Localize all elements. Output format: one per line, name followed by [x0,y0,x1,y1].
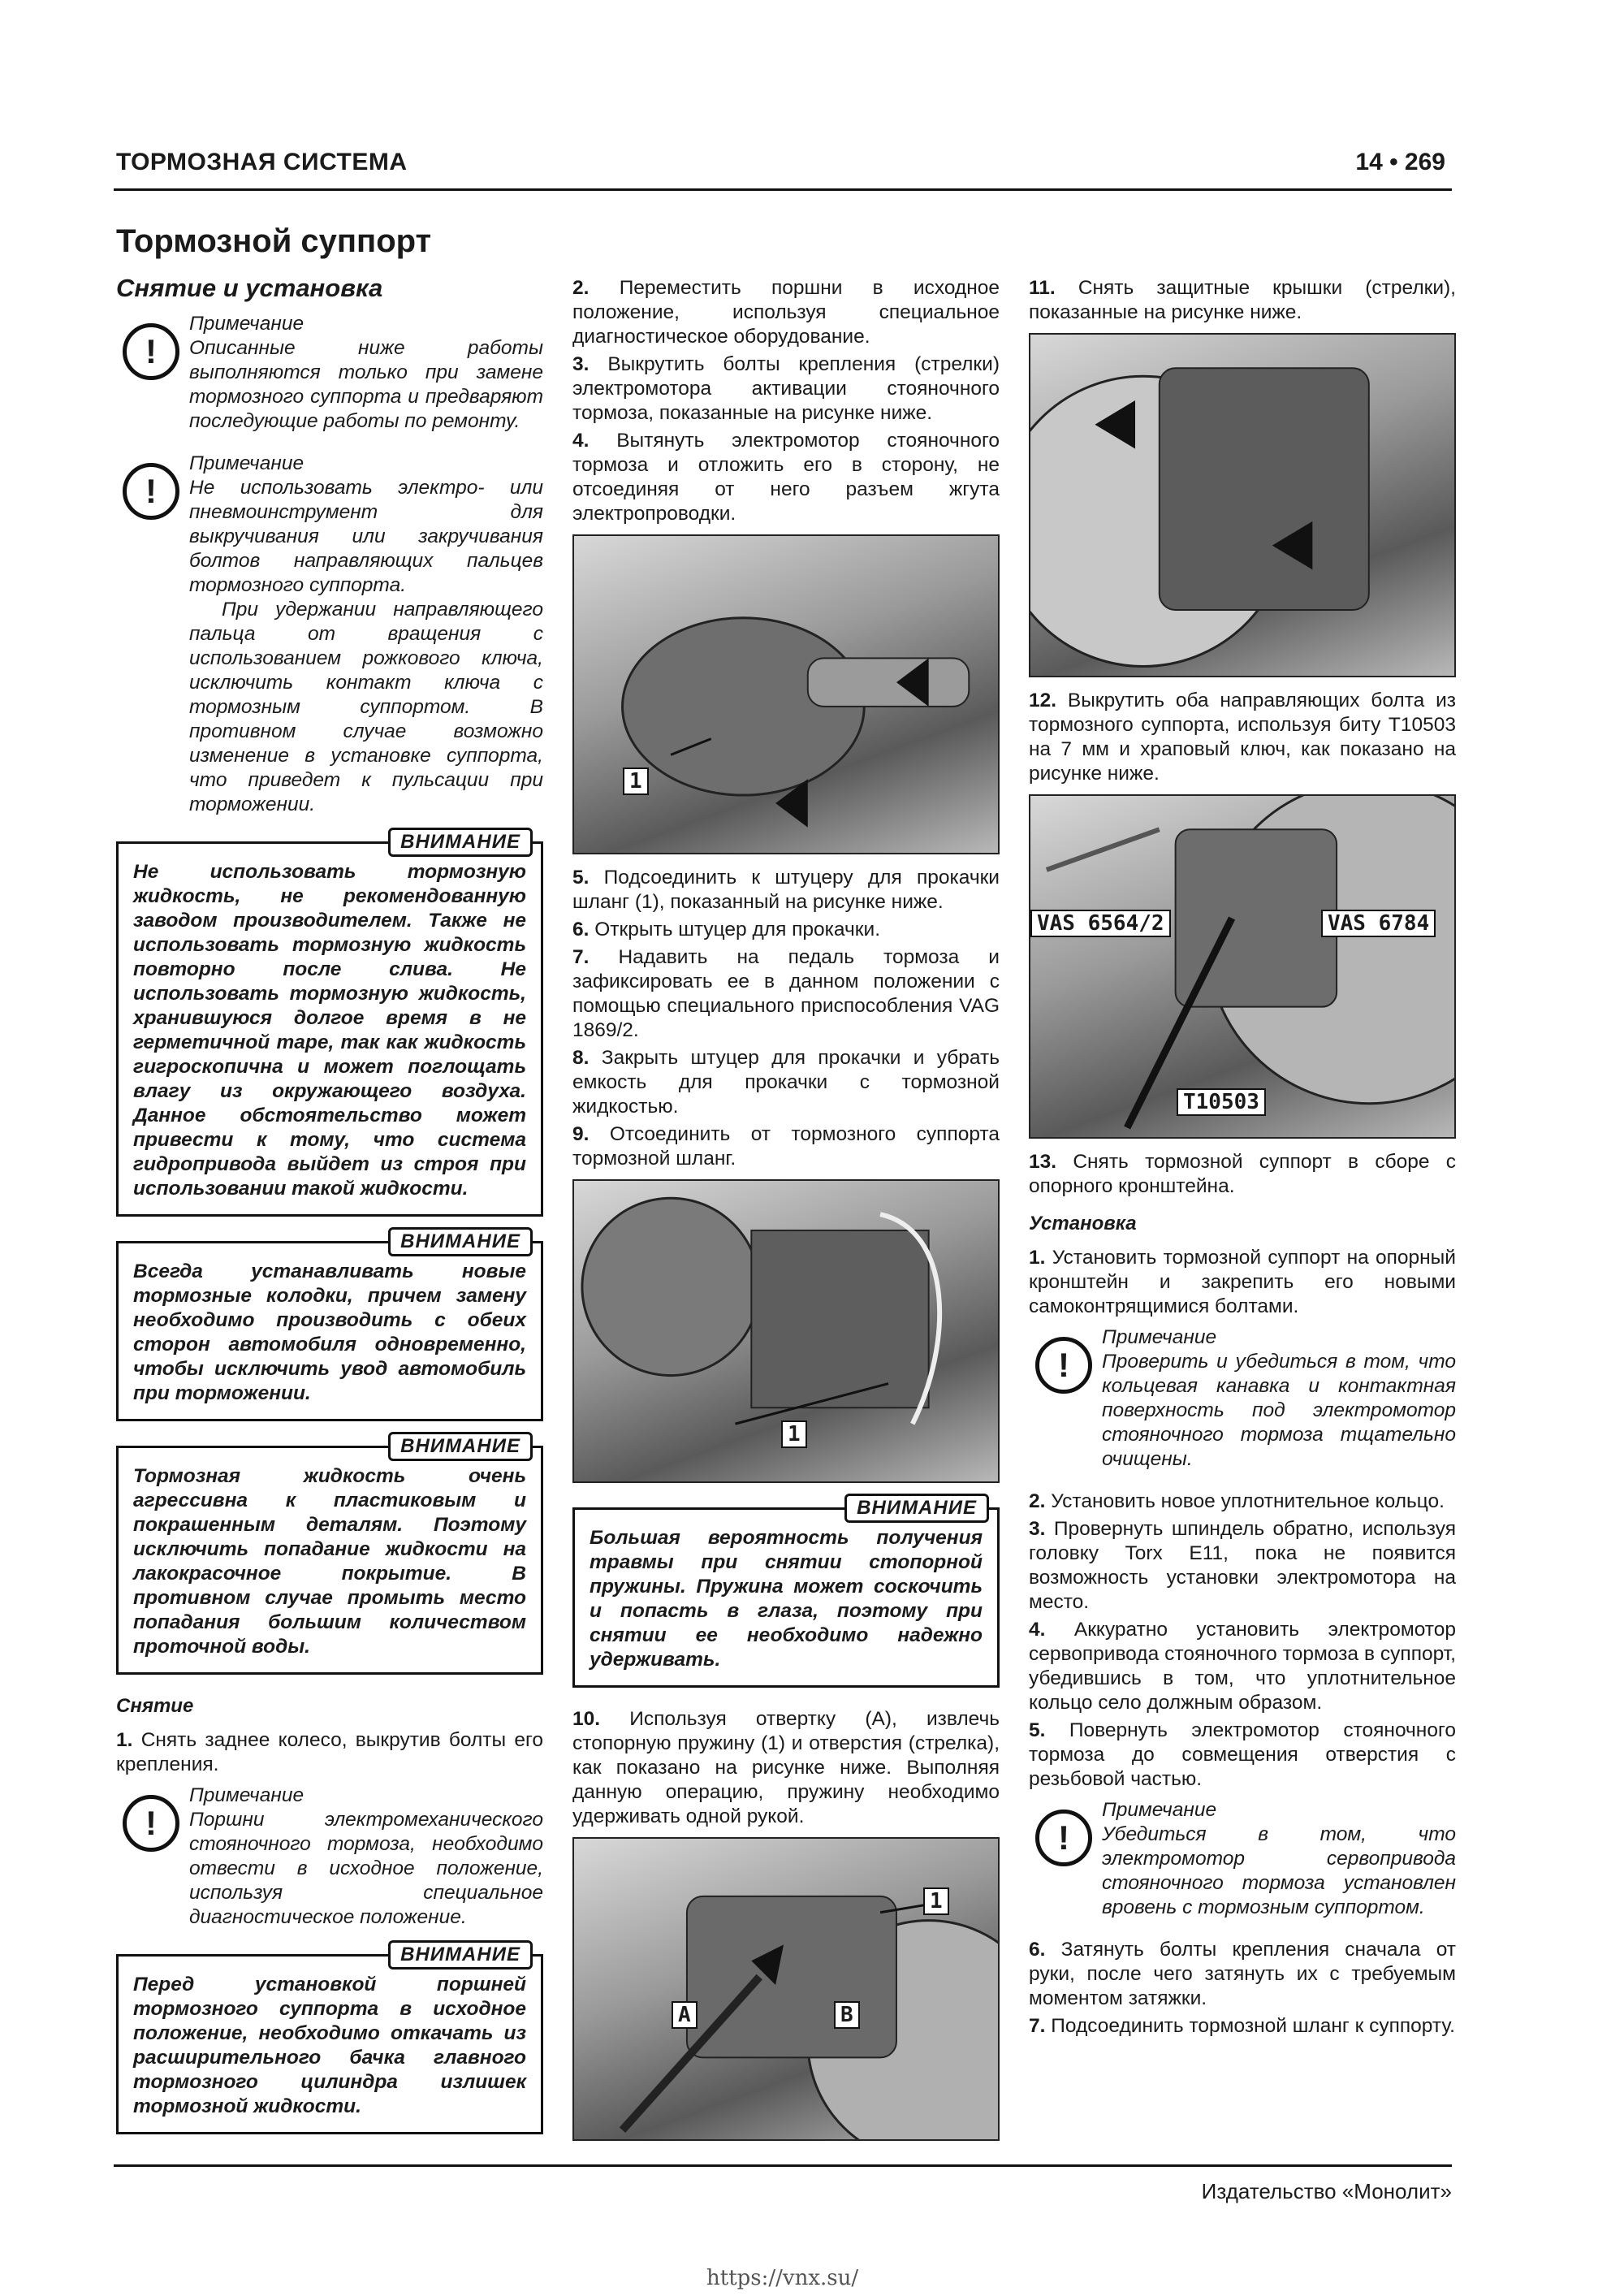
exclamation-icon: ! [1035,1810,1092,1866]
figure-guide-bolts [1029,794,1456,1139]
step: 7. Подсоединить тормозной шланг к суппорту. [1029,2015,1455,2037]
figure-callout: T10503 [1177,1088,1266,1116]
note-text: Убедиться в том, что электромотор сервопривода стояночного тормоза установлен вровень с тормозным суппортом. [1102,1823,1456,1918]
column-1 [116,276,543,2154]
step: 6. Затянуть болты крепления сначала от руки, после чего затянуть их с требуемым моментом затяжки. [1029,1939,1456,2009]
step: 7. Надавить на педаль тормоза и зафиксировать ее в данном положении с помощью специального приспособления VAG 1869/2. [572,946,1000,1041]
footer-rule [114,2164,1452,2167]
warning-text: Не использовать тормозную жидкость, не рекомендованную заводом производителем. Также не использовать тормозную жидкость повторно после слива. Не использовать тормозную жидкость, хранившуюся долгое время в не герметичной таре, так как жидкость гигроскопична и может поглощать влагу из окружающего воздуха. Данное обстоятельство может привести к тому, что система гидропривода выйдет из строя при использовании такой жидкости. [133,861,526,1200]
note-label: Примечание [189,313,304,335]
subtitle: Снятие и установка [116,274,383,302]
page-number: 14 • 269 [1355,149,1445,175]
header-rule [114,188,1452,191]
warning-label: ВНИМАНИЕ [388,1432,533,1461]
caps-photo-illustration [1030,335,1454,676]
note [116,1784,543,1930]
step: 11. Снять защитные крышки (стрелки), показанные на рисунке ниже. [1029,277,1456,323]
exclamation-icon: ! [123,1795,179,1852]
step: 2. Переместить поршни в исходное положение, используя специальное диагностическое оборудование. [572,277,1000,348]
step: 8. Закрыть штуцер для прокачки и убрать емкость для прокачки с тормозной жидкостью. [572,1047,1000,1118]
step: 9. Отсоединить от тормозного суппорта тормозной шланг. [572,1123,1000,1170]
step: 10. Используя отвертку (А), извлечь стопорную пружину (1) и отверстия (стрелка), как показано на рисунке ниже. Выполняя данную операцию, пружину необходимо удерживать одной рукой. [572,1708,1000,1827]
bolts-photo-illustration [1030,796,1454,1137]
warning-label: ВНИМАНИЕ [388,828,533,857]
note-label: Примечание [189,1784,304,1806]
warning-box [116,1230,543,1421]
note-text: Поршни электромеханического стояночного тормоза, необходимо отвести в исходное положение, используя специальное диагностическое положение. [189,1809,543,1928]
warning-text: Перед установкой поршней тормозного суппорта в исходное положение, необходимо откачать из расширительного бачка главного тормозного цилиндра излишек тормозной жидкости. [133,1974,526,2117]
step: 3. Провернуть шпиндель обратно, используя головку Torx E11, пока не появится возможность установки электромотора на место. [1029,1518,1456,1613]
step: 1. Установить тормозной суппорт на опорный кронштейн и закрепить его новыми самоконтрящимися болтами. [1029,1247,1456,1317]
warning-box [116,1944,543,2134]
note-label: Примечание [189,452,304,474]
step: 6. Открыть штуцер для прокачки. [572,919,880,940]
note [1029,1798,1456,1920]
step: 4. Аккуратно установить электромотор сервопривода стояночного тормоза в суппорт, убедившись в том, что уплотнительное кольцо село должным образом. [1029,1619,1456,1714]
warning-text: Тормозная жидкость очень агрессивна к пластиковым и покрашенным деталям. Поэтому исключить попадание жидкости на лакокрасочное покрытие. В противном случае промыть место попадания большим количеством проточной воды. [133,1465,526,1658]
step: 12. Выкрутить оба направляющих болта из тормозного суппорта, используя биту Т10503 на 7 мм и храповый ключ, как показано на рисунке ниже. [1029,690,1456,785]
page-title: Тормозной суппорт [116,223,432,259]
step: 2. Установить новое уплотнительное кольцо. [1029,1490,1445,1512]
note-text: Описанные ниже работы выполняются только при замене тормозного суппорта и предваряют последующие работы по ремонту. [189,337,543,432]
figure-parking-brake-motor [572,534,1000,854]
note-label: Примечание [1102,1326,1217,1348]
figure-callout: B [834,2001,860,2029]
note [1029,1325,1456,1472]
note-text: Проверить и убедиться в том, что кольцевая канавка и контактная поверхность под электромотор стояночного тормоза тщательно очищены. [1102,1351,1456,1470]
step: 1. Снять заднее колесо, выкрутив болты его крепления. [116,1729,544,1775]
figure-callout: VAS 6564/2 [1030,910,1171,937]
figure-callout: A [672,2001,698,2029]
footer-link[interactable]: https://vnx.su/ [706,2266,859,2290]
warning-box [116,831,543,1217]
note-text: При удержании направляющего пальца от вращения с использованием рожкового ключа, исключить контакт ключа с тормозным суппортом. В противном случае возможно изменение в установке суппорта, что приведет к пульсации при торможении. [189,599,543,815]
install-heading: Установка [1029,1213,1137,1234]
figure-protective-caps [1029,333,1456,677]
warning-label: ВНИМАНИЕ [388,1227,533,1256]
warning-text: Всегда устанавливать новые тормозные колодки, причем замену необходимо производить с обеих сторон автомобиля одновременно, чтобы исключить увод автомобиль при торможении. [133,1260,526,1404]
warning-label: ВНИМАНИЕ [844,1494,989,1523]
step: 3. Выкрутить болты крепления (стрелки) электромотора активации стояночного тормоза, показанные на рисунке ниже. [572,353,1000,424]
exclamation-icon: ! [123,323,179,380]
removal-heading: Снятие [116,1695,194,1717]
exclamation-icon: ! [123,463,179,520]
column-3 [1029,276,1456,2042]
step: 5. Повернуть электромотор стояночного тормоза до совмещения отверстия с резьбовой частью. [1029,1719,1456,1790]
column-2 [572,276,1000,2152]
figure-callout: 1 [781,1420,807,1448]
warning-label: ВНИМАНИЕ [388,1940,533,1970]
warning-text: Большая вероятность получения травмы при снятии стопорной пружины. Пружина может соскочить и попасть в глаза, поэтому при снятии ее необходимо надежно удерживать. [590,1527,983,1671]
note [116,452,543,817]
step: 4. Вытянуть электромотор стояночного тормоза и отложить его в сторону, не отсоединяя от него разъем жгута электропроводки. [572,430,1000,525]
publisher: Издательство «Монолит» [1201,2179,1452,2203]
figure-callout: 1 [923,1887,949,1915]
motor-photo-illustration [574,536,998,853]
note-label: Примечание [1102,1799,1217,1821]
note [116,312,543,434]
running-header-section: ТОРМОЗНАЯ СИСТЕМА [116,149,408,175]
step: 5. Подсоединить к штуцеру для прокачки шланг (1), показанный на рисунке ниже. [572,867,1000,913]
warning-box [572,1497,1000,1688]
note-text: Не использовать электро- или пневмоинструмент для выкручивания или закручивания болтов направляющих пальцев тормозного суппорта. [189,477,543,596]
figure-callout: VAS 6784 [1321,910,1436,937]
spring-photo-illustration [574,1839,998,2139]
figure-callout: 1 [623,767,649,795]
figure-retaining-spring [572,1837,1000,2141]
figure-brake-hose [572,1179,1000,1483]
step: 13. Снять тормозной суппорт в сборе с опорного кронштейна. [1029,1151,1456,1197]
exclamation-icon: ! [1035,1337,1092,1394]
warning-box [116,1435,543,1675]
